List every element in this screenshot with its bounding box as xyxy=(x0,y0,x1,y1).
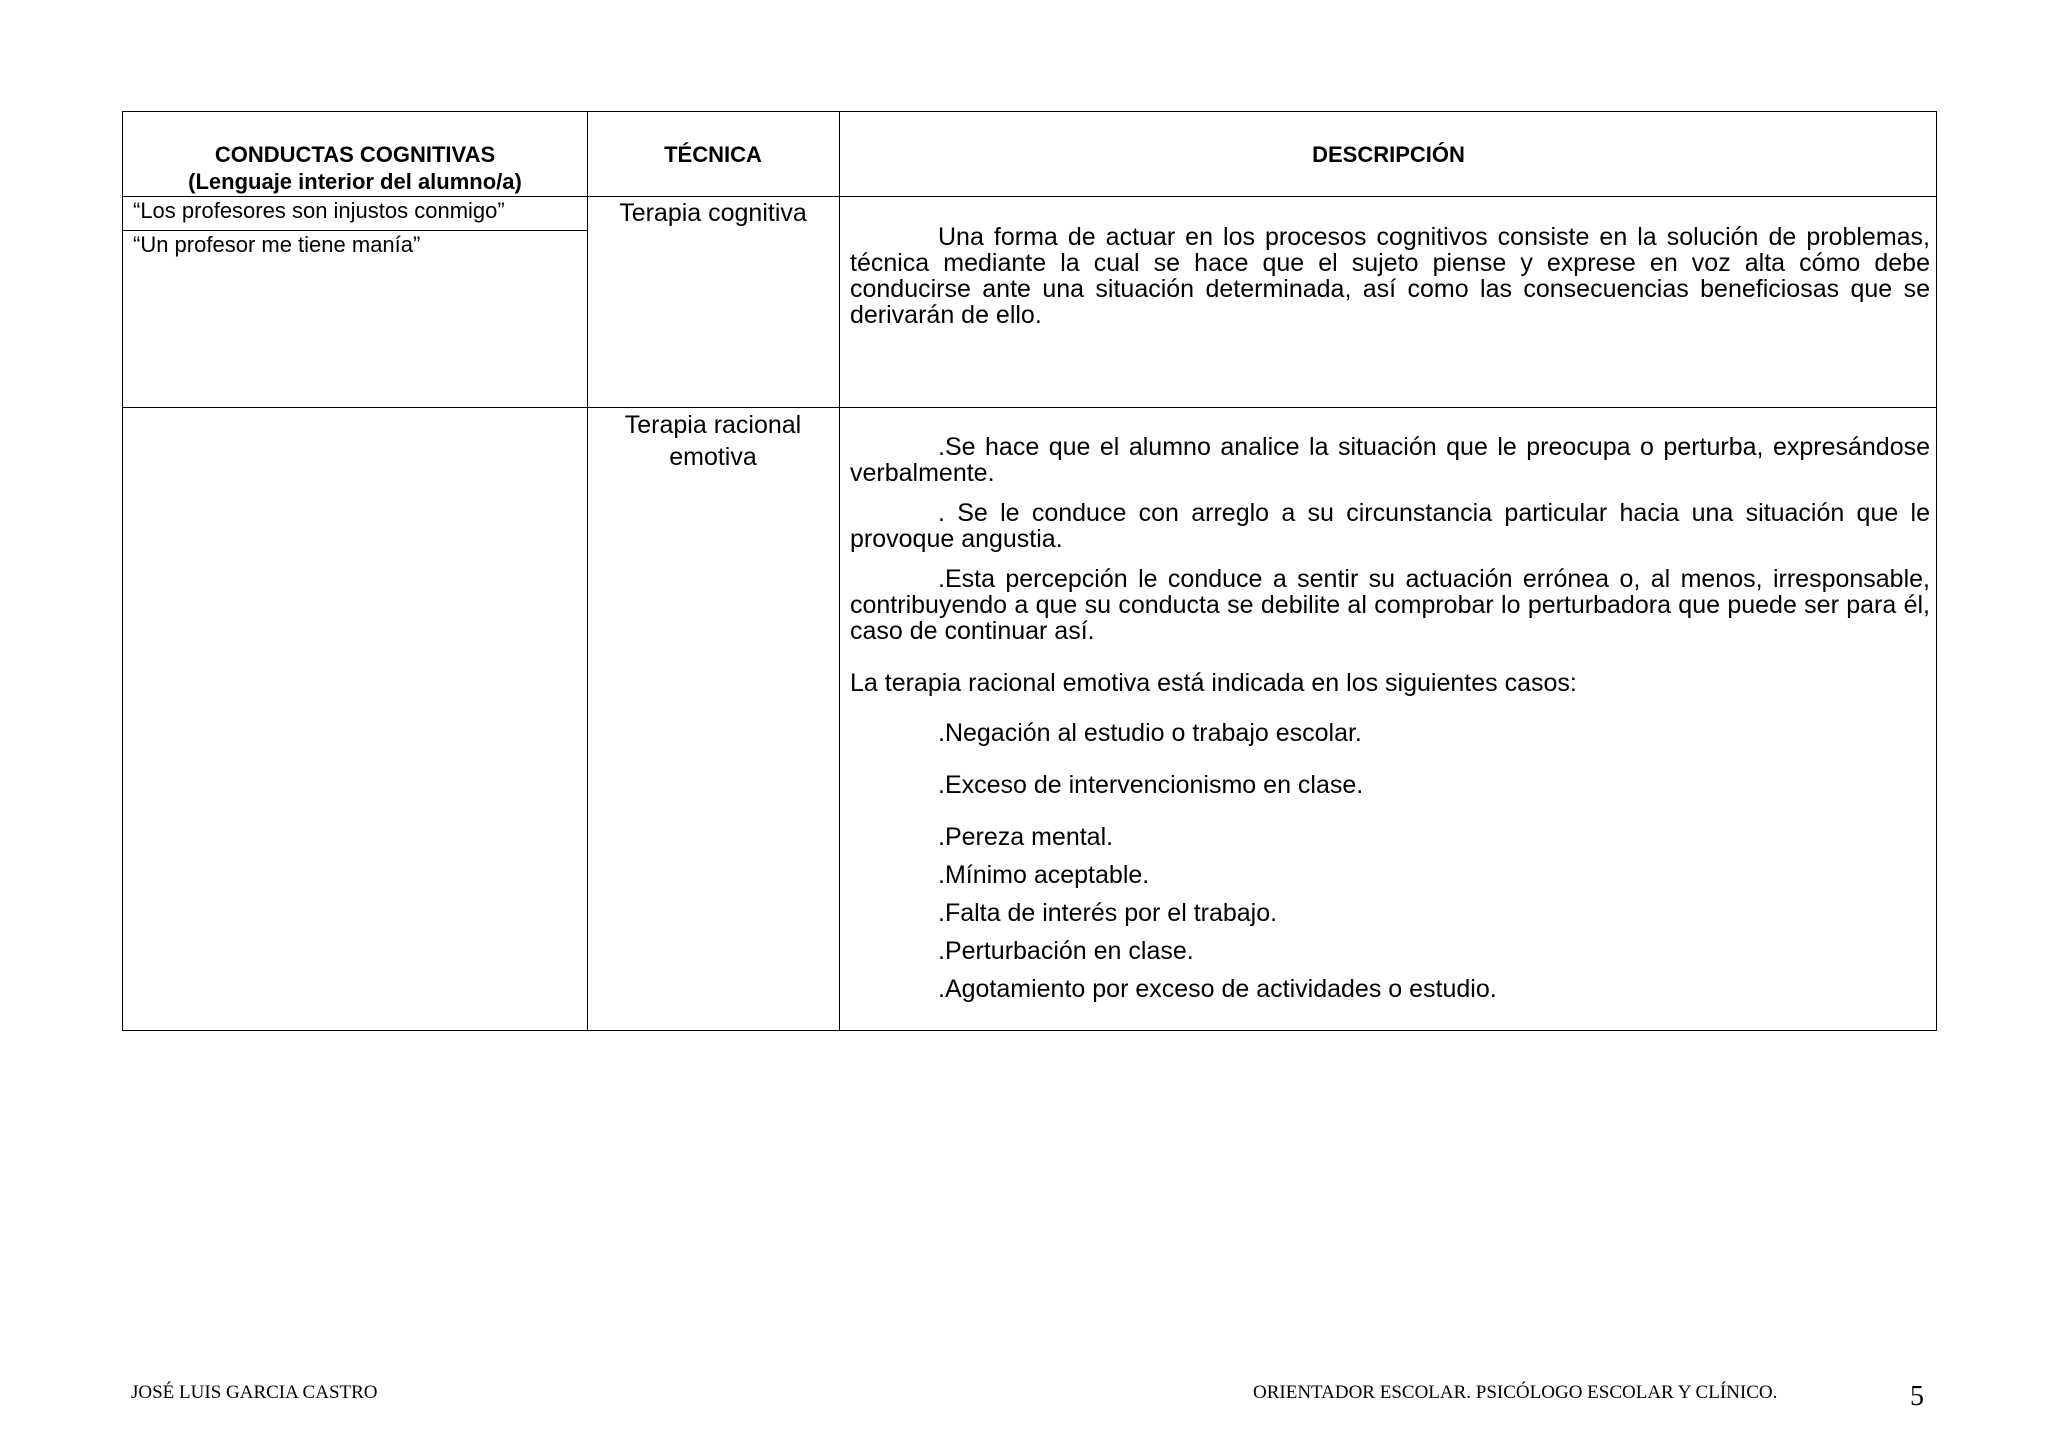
case-item: .Pereza mental. xyxy=(938,823,1114,851)
conducta-item: “Los profesores son injustos conmigo” xyxy=(133,198,505,223)
case-item: .Agotamiento por exceso de actividades o estudio. xyxy=(938,975,1497,1003)
column-divider xyxy=(839,112,840,1030)
row-divider xyxy=(123,407,1936,408)
description-paragraph: Una forma de actuar en los procesos cognitivos consiste en la solución de problemas, técnica mediante la cual se hace que el sujeto piense y exprese en voz alta cómo debe conducirse ante una situación determinada, así como las consecuencias beneficiosas que se derivarán de ello. xyxy=(850,223,1930,329)
tecnica-cognitiva: Terapia cognitiva xyxy=(619,199,807,227)
case-item: .Exceso de intervencionismo en clase. xyxy=(938,771,1364,799)
footer-role: ORIENTADOR ESCOLAR. PSICÓLOGO ESCOLAR Y CLÍNICO. xyxy=(1253,1382,1778,1403)
header-conductas xyxy=(123,141,587,195)
header-conductas-title: CONDUCTAS COGNITIVAS xyxy=(214,142,496,167)
tecnica-racional-emotiva xyxy=(587,409,839,473)
row-divider xyxy=(123,196,1936,197)
header-tecnica: TÉCNICA xyxy=(664,142,762,167)
footer-author: JOSÉ LUIS GARCIA CASTRO xyxy=(131,1382,378,1403)
description-paragraph: .Se hace que el alumno analice la situación que le preocupa o perturba, expresándose verbalmente. xyxy=(850,433,1930,487)
case-item: .Falta de interés por el trabajo. xyxy=(938,899,1278,927)
techniques-table xyxy=(122,111,1937,1031)
header-conductas-subtitle: (Lenguaje interior del alumno/a) xyxy=(188,169,522,194)
tecnica-label: Terapia racional xyxy=(624,411,802,439)
description-paragraph: .Esta percepción le conduce a sentir su actuación errónea o, al menos, irresponsable, contribuyendo a que su conducta se debilite al comprobar lo perturbadora que puede ser para él, caso de continuar así. xyxy=(850,565,1930,645)
case-item: .Negación al estudio o trabajo escolar. xyxy=(938,719,1362,747)
descripcion-racional-emotiva xyxy=(850,434,1930,1014)
page-number: 5 xyxy=(1910,1381,1924,1412)
column-divider xyxy=(587,112,588,1030)
descripcion-cognitiva xyxy=(850,224,1930,342)
sub-row-divider xyxy=(123,230,588,231)
header-descripcion: DESCRIPCIÓN xyxy=(1312,142,1465,167)
tecnica-label: emotiva xyxy=(669,443,757,471)
cases-intro: La terapia racional emotiva está indicada en los siguientes casos: xyxy=(850,669,1577,697)
case-item: .Mínimo aceptable. xyxy=(938,861,1150,889)
description-paragraph: . Se le conduce con arreglo a su circunstancia particular hacia una situación que le provoque angustia. xyxy=(850,499,1930,553)
conducta-item: “Un profesor me tiene manía” xyxy=(133,232,421,257)
case-item: .Perturbación en clase. xyxy=(938,937,1194,965)
